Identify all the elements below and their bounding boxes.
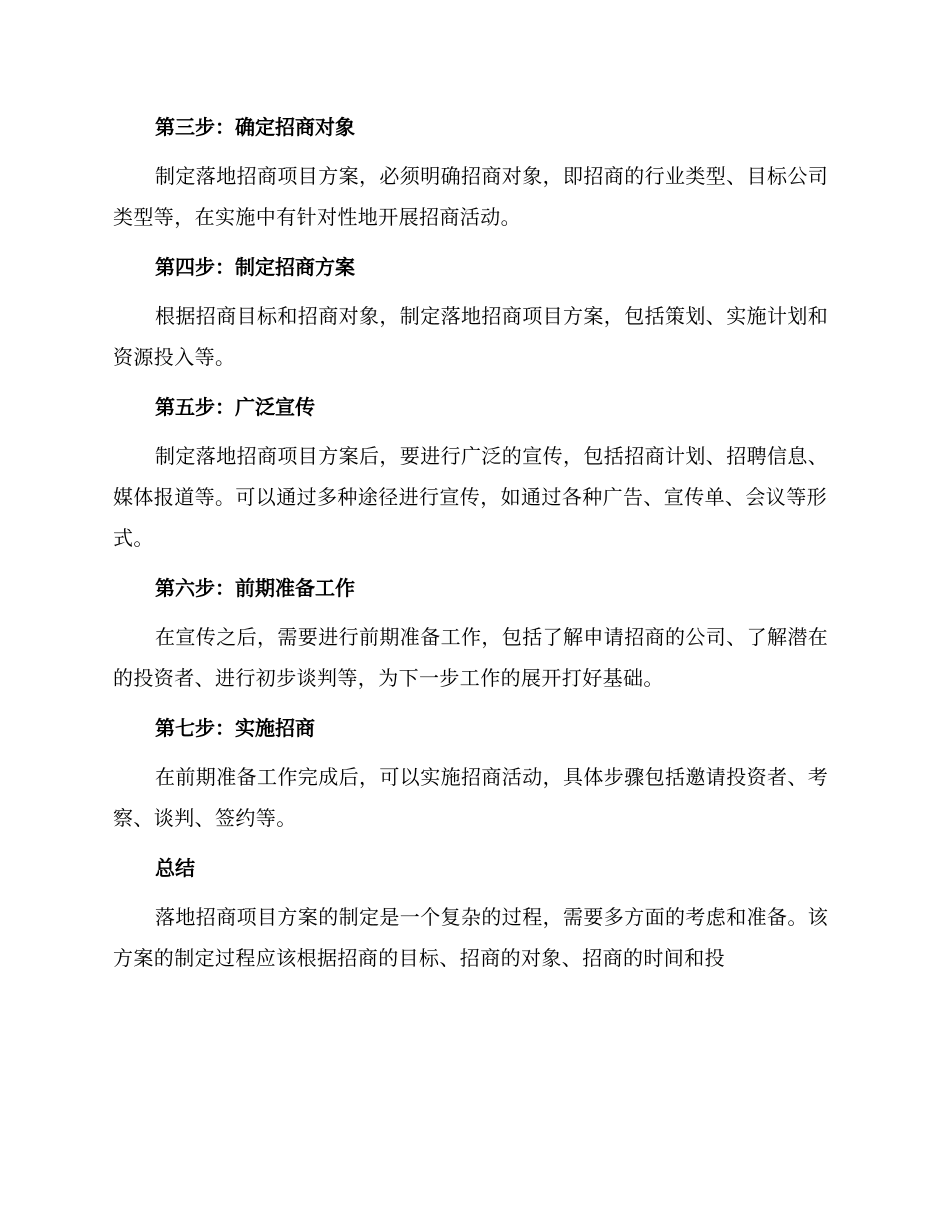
section-paragraph-step-4: 根据招商目标和招商对象，制定落地招商项目方案，包括策划、实施计划和资源投入等。 <box>113 304 829 369</box>
section-paragraph-step-5: 制定落地招商项目方案后，要进行广泛的宣传，包括招商计划、招聘信息、媒体报道等。可以通过多种途径进行宣传，如通过各种广告、宣传单、会议等形式。 <box>113 444 829 550</box>
section-heading-step-4: 第四步：制定招商方案 <box>155 255 355 279</box>
section-heading-step-6: 第六步：前期准备工作 <box>155 576 355 600</box>
document-page <box>113 111 833 979</box>
section-paragraph-step-7: 在前期准备工作完成后，可以实施招商活动，具体步骤包括邀请投资者、考察、谈判、签约等。 <box>113 765 829 830</box>
section-heading-step-7: 第七步：实施招商 <box>155 716 315 740</box>
section-paragraph-step-6: 在宣传之后，需要进行前期准备工作，包括了解申请招商的公司、了解潜在的投资者、进行初步谈判等，为下一步工作的展开打好基础。 <box>113 625 829 690</box>
section-heading-summary: 总结 <box>155 856 195 880</box>
section-paragraph-step-3: 制定落地招商项目方案，必须明确招商对象，即招商的行业类型、目标公司类型等，在实施中有针对性地开展招商活动。 <box>113 164 829 229</box>
section-heading-step-3: 第三步：确定招商对象 <box>155 115 355 139</box>
section-heading-step-5: 第五步：广泛宣传 <box>155 395 315 419</box>
section-paragraph-summary: 落地招商项目方案的制定是一个复杂的过程，需要多方面的考虑和准备。该方案的制定过程应该根据招商的目标、招商的对象、招商的时间和投 <box>113 905 829 970</box>
